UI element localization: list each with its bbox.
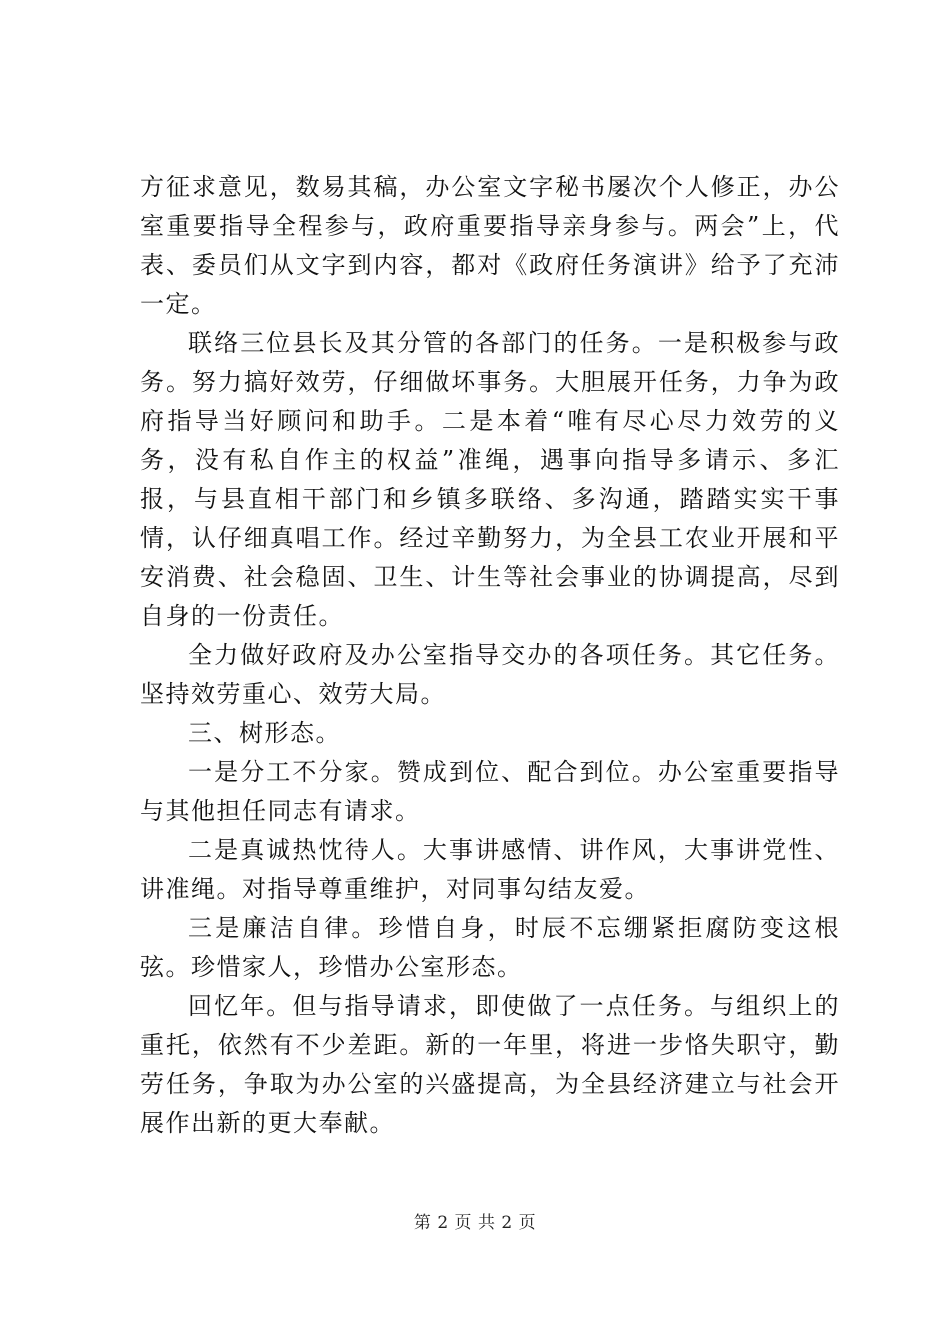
paragraph: 联络三位县长及其分管的各部门的任务。一是积极参与政务。努力搞好效劳，仔细做坏事务。大胆展开任务，力争为政府指导当好顾问和助手。二是本着“唯有尽心尽力效劳的义务，没有私自作主的权益”准绳，遇事向指导多请示、多汇报，与县直相干部门和乡镇多联络、多沟通，踏踏实实干事情，认仔细真唱工作。经过辛勤努力，为全县工农业开展和平安消费、社会稳固、卫生、计生等社会事业的协调提高，尽到自身的一份责任。 — [140, 329, 840, 630]
page-footer: 第 2 页 共 2 页 — [413, 1213, 537, 1233]
section-heading: 三、树形态。 — [188, 719, 341, 747]
paragraph: 方征求意见，数易其稿，办公室文字秘书屡次个人修正，办公室重要指导全程参与，政府重要指导亲身参与。两会”上，代表、委员们从文字到内容，都对《政府任务演讲》给予了充沛一定。 — [140, 173, 840, 318]
paragraph: 一是分工不分家。赞成到位、配合到位。办公室重要指导与其他担任同志有请求。 — [140, 758, 840, 825]
document-body — [140, 168, 840, 1143]
paragraph: 回忆年。但与指导请求，即使做了一点任务。与组织上的重托，依然有不少差距。新的一年里，将进一步恪失职守，勤劳任务，争取为办公室的兴盛提高，为全县经济建立与社会开展作出新的更大奉献。 — [140, 992, 840, 1137]
paragraph: 全力做好政府及办公室指导交办的各项任务。其它任务。坚持效劳重心、效劳大局。 — [140, 641, 840, 708]
paragraph: 二是真诚热忱待人。大事讲感情、讲作风，大事讲党性、讲准绳。对指导尊重维护，对同事勾结友爱。 — [140, 836, 840, 903]
paragraph: 三是廉洁自律。珍惜自身，时辰不忘绷紧拒腐防变这根弦。珍惜家人，珍惜办公室形态。 — [140, 914, 840, 981]
